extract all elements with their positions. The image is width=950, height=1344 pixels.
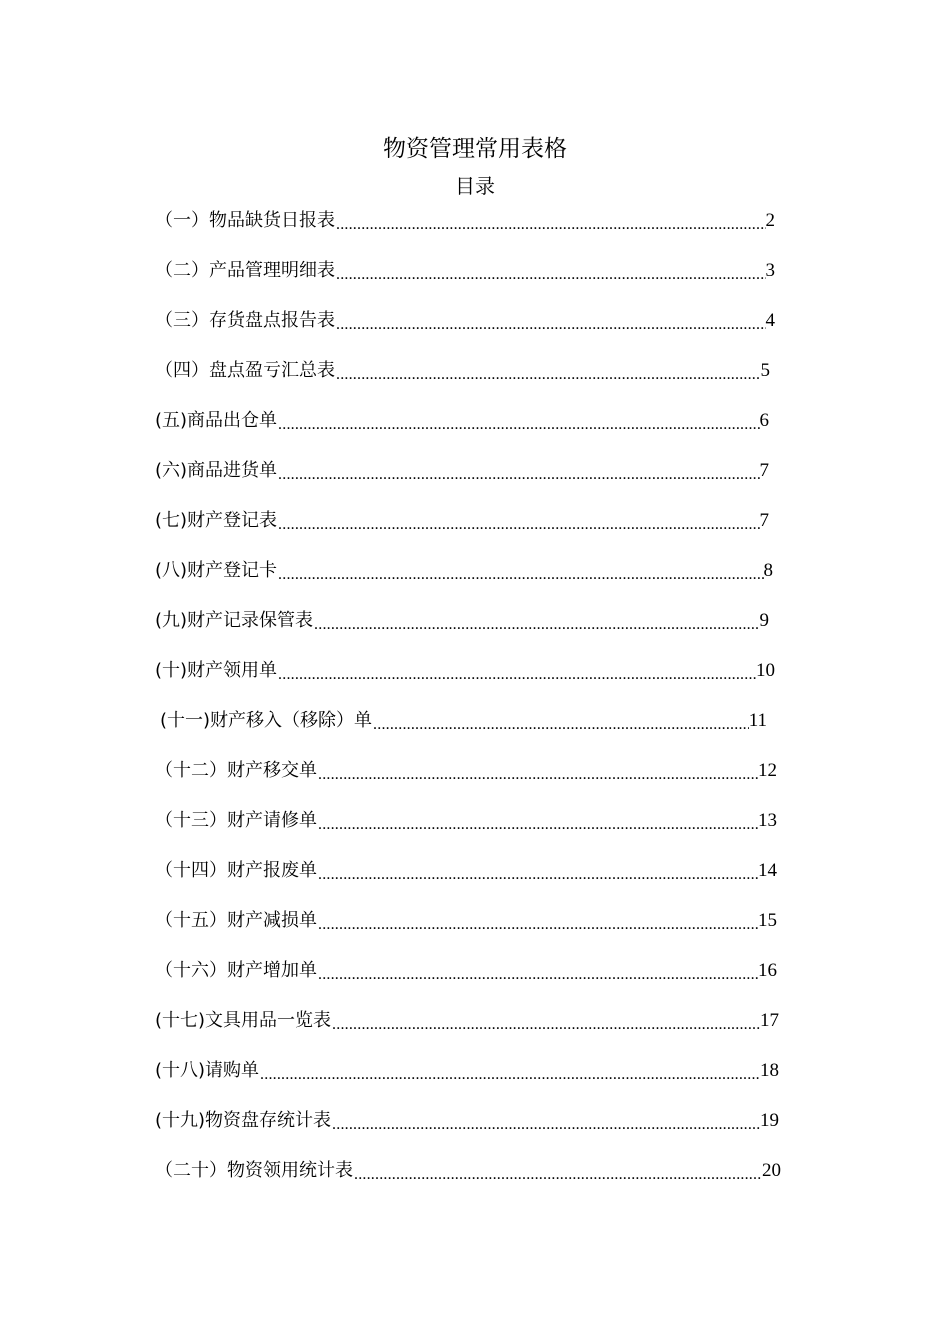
- toc-entry-page: 7: [759, 510, 769, 531]
- toc-entry-label: （四）盘点盈亏汇总表: [155, 360, 335, 381]
- toc-entry-label: （二）产品管理明细表: [155, 260, 335, 281]
- toc-entry-page: 4: [765, 310, 775, 331]
- toc-entry-page: 2: [765, 210, 775, 231]
- toc-dot-leader: [335, 356, 761, 386]
- toc-entry-page: 14: [758, 860, 777, 881]
- toc-entry-page: 13: [758, 810, 777, 831]
- toc-dot-leader: [317, 806, 758, 836]
- toc-entry-label: (九)财产记录保管表: [155, 610, 314, 631]
- toc-entry-page: 18: [760, 1060, 779, 1081]
- toc-dot-leader: [372, 706, 749, 736]
- toc-entry-page: 3: [765, 260, 775, 281]
- toc-entry-2[interactable]: [155, 256, 775, 286]
- toc-entry-label: (六)商品进货单: [155, 460, 278, 481]
- toc-dot-leader: [335, 256, 766, 286]
- toc-dot-leader: [277, 406, 759, 436]
- toc-entry-page: 12: [758, 760, 777, 781]
- toc-entry-12[interactable]: [155, 756, 777, 786]
- toc-entry-4[interactable]: [155, 356, 770, 386]
- toc-entry-label: （十四）财产报废单: [155, 860, 317, 881]
- toc-entry-9[interactable]: [155, 606, 769, 636]
- toc-entry-label: （十五）财产减损单: [155, 910, 317, 931]
- toc-entry-1[interactable]: [155, 206, 775, 236]
- toc-dot-leader: [317, 856, 758, 886]
- toc-dot-leader: [277, 506, 759, 536]
- toc-entry-page: 6: [759, 410, 769, 431]
- toc-entry-20[interactable]: [155, 1156, 781, 1186]
- toc-entry-page: 16: [758, 960, 777, 981]
- toc-entry-label: (八)财产登记卡: [155, 560, 278, 581]
- toc-entry-16[interactable]: [155, 956, 777, 986]
- toc-dot-leader: [335, 306, 766, 336]
- toc-entry-label: （十三）财产请修单: [155, 810, 317, 831]
- toc-entry-page: 19: [760, 1110, 779, 1131]
- toc-entry-label: (十一)财产移入（移除）单: [160, 710, 373, 731]
- toc-dot-leader: [277, 456, 759, 486]
- toc-dot-leader: [317, 906, 758, 936]
- toc-entry-19[interactable]: [155, 1106, 779, 1136]
- toc-dot-leader: [277, 656, 756, 686]
- toc-entry-label: (七)财产登记表: [155, 510, 278, 531]
- toc-entry-7[interactable]: [155, 506, 769, 536]
- toc-dot-leader: [313, 606, 759, 636]
- toc-entry-page: 17: [760, 1010, 779, 1031]
- toc-entry-label: （三）存货盘点报告表: [155, 310, 335, 331]
- toc-entry-label: （十六）财产增加单: [155, 960, 317, 981]
- toc-entry-18[interactable]: [155, 1056, 779, 1086]
- toc-entry-3[interactable]: [155, 306, 775, 336]
- toc-entry-15[interactable]: [155, 906, 777, 936]
- toc-entry-label: (十)财产领用单: [155, 660, 278, 681]
- toc-dot-leader: [277, 556, 763, 586]
- toc-dot-leader: [331, 1006, 760, 1036]
- toc-entry-page: 11: [748, 710, 767, 731]
- toc-entry-label: (十七)文具用品一览表: [155, 1010, 332, 1031]
- toc-dot-leader: [331, 1106, 760, 1136]
- toc-dot-leader: [317, 756, 758, 786]
- toc-entry-label: (五)商品出仓单: [155, 410, 278, 431]
- toc-entry-page: 15: [758, 910, 777, 931]
- toc-entry-13[interactable]: [155, 806, 777, 836]
- toc-entry-label: (十八)请购单: [155, 1060, 260, 1081]
- toc-dot-leader: [353, 1156, 762, 1186]
- toc-entry-page: 8: [763, 560, 773, 581]
- toc-entry-10[interactable]: [155, 656, 775, 686]
- toc-entry-label: （一）物品缺货日报表: [155, 210, 335, 231]
- toc-entry-17[interactable]: [155, 1006, 779, 1036]
- document-title: 物资管理常用表格: [383, 136, 567, 162]
- toc-entry-label: （二十）物资领用统计表: [155, 1160, 353, 1181]
- toc-entry-page: 10: [756, 660, 775, 681]
- toc-entry-6[interactable]: [155, 456, 769, 486]
- toc-entry-8[interactable]: [155, 556, 773, 586]
- toc-entry-label: (十九)物资盘存统计表: [155, 1110, 332, 1131]
- toc-dot-leader: [259, 1056, 760, 1086]
- toc-dot-leader: [317, 956, 758, 986]
- toc-entry-5[interactable]: [155, 406, 769, 436]
- toc-dot-leader: [335, 206, 766, 236]
- toc-entry-11[interactable]: [160, 706, 767, 736]
- toc-entry-page: 20: [762, 1160, 781, 1181]
- toc-entry-page: 7: [759, 460, 769, 481]
- toc-heading: 目录: [455, 174, 495, 198]
- toc-entry-14[interactable]: [155, 856, 777, 886]
- toc-entry-page: 5: [760, 360, 770, 381]
- toc-entry-page: 9: [759, 610, 769, 631]
- toc-entry-label: （十二）财产移交单: [155, 760, 317, 781]
